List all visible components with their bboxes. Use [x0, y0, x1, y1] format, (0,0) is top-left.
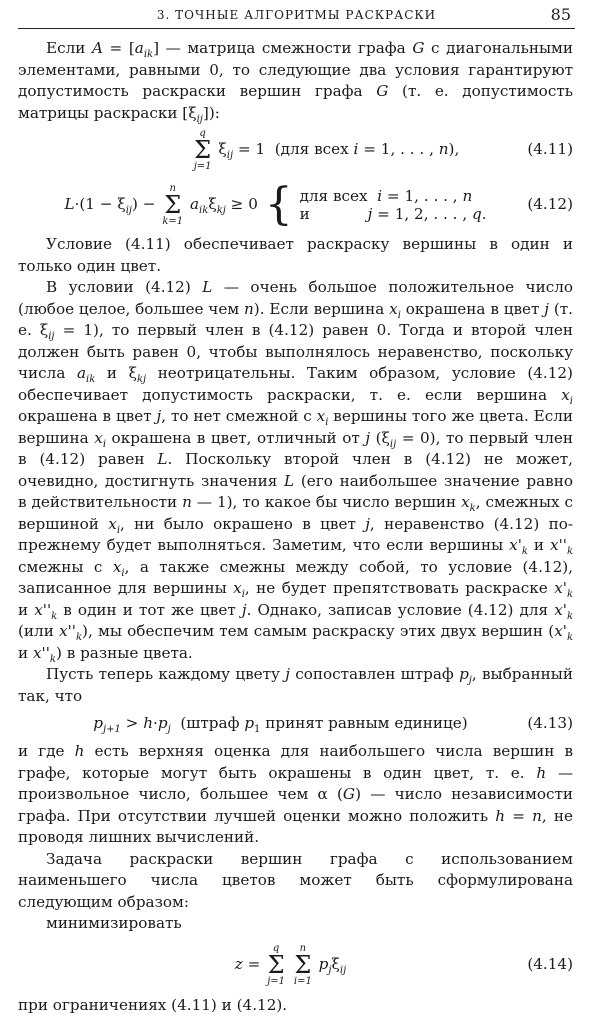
equation-number: (4.14) — [527, 954, 573, 976]
paragraph-4: Пусть теперь каждому цвету j сопоставлен штраф $p_j$, выбранный так, что — [18, 664, 573, 707]
equation-number: (4.13) — [527, 713, 573, 735]
paragraph-1: Если $A = [a_{ik}]$ — матрица смежности графа G с диагональными элементами, равными 0, то следующие два условия гарантируют допустимость раскраски вершин графа G (т. е. допустимость матрицы раскраски $[\xi_{ij}]$): — [18, 38, 573, 124]
page-number: 85 — [551, 5, 571, 24]
paragraph-7: минимизировать — [18, 913, 573, 935]
page-body — [18, 38, 573, 1016]
paragraph-8: при ограничениях (4.11) и (4.12). — [18, 995, 573, 1016]
equation-4-14: z = q Σ j=1 n Σ i=1 $p_j\xi_{ij}$ (4.14) — [18, 935, 573, 995]
paragraph-5: и где h есть верхняя оценка для наибольшего числа вершин в графе, которые могут быть окрашены в один цвет, т. е. h — произвольное число, большее чем α (G) — число независимости графа. При отсутствии лучшей оценки можно положить h = n, не проводя лишних вычислений. — [18, 741, 573, 849]
equation-4-12: $L\cdot(1 - \xi_{ij})$ − n Σ k=1 $a_{ik}\xi_{kj} \ge 0$ { для всех i = 1, . . . , n и j = 1, 2, . . . , q. (4.12) — [18, 176, 573, 234]
paragraph-3: В условии (4.12) L — очень большое положительное число (любое целое, большее чем n). Если вершина $x_i$ окрашена в цвет j (т. е. $\xi_{ij} = 1$), то первый член в (4.12) равен 0. Тогда и второй член должен быть равен 0, чтобы выполнялось неравенство, поскольку числа $a_{ik}$ и $\xi_{kj}$ неотрицательны. Таким образом, условие (4.12) обеспечивает допустимость раскраски, т. е. если вершина $x_i$ окрашена в цвет j, то нет смежной с $x_i$ вершины того же цвета. Если вершина $x_i$ окрашена в цвет, отличный от j $(\xi_{ij} = 0)$, то первый член в (4.12) равен L. Поскольку второй член в (4.12) не может, очевидно, достигнуть значения L (его наибольшее значение равно в действительности n — 1), то какое бы число вершин $x_k$, смежных с вершиной $x_i$, ни было окрашено в цвет j, неравенство (4.12) по-прежнему будет выполняться. Заметим, что если вершины $x'_k$ и $x''_k$ смежны с $x_i$, а также смежны между собой, то условие (4.12), записанное для вершины $x_i$, не будет препятствовать раскраске $x'_k$ и $x''_k$ в один и тот же цвет j. Однако, записав условие (4.12) для $x'_k$ (или $x''_k$), мы обеспечим тем самым раскраску этих двух вершин ($x'_k$ и $x''_k$) в разные цвета. — [18, 277, 573, 664]
paragraph-6: Задача раскраски вершин графа с использованием наименьшего числа цветов может быть сформулирована следующим образом: — [18, 849, 573, 914]
equation-number: (4.12) — [527, 194, 573, 216]
paragraph-2: Условие (4.11) обеспечивает раскраску вершины в один и только один цвет. — [18, 234, 573, 277]
chapter-title: 3. ТОЧНЫЕ АЛГОРИТМЫ РАСКРАСКИ — [18, 8, 575, 22]
running-header — [18, 4, 575, 29]
equation-number: (4.11) — [527, 139, 573, 161]
equation-4-13: $p_{j+1} > h\cdot p_j$ (штраф $p_1$ принят равным единице) (4.13) — [18, 707, 573, 741]
equation-4-11: q Σ j=1 $\xi_{ij} = 1$ (для всех i = 1, . . . , n), (4.11) — [18, 124, 573, 176]
